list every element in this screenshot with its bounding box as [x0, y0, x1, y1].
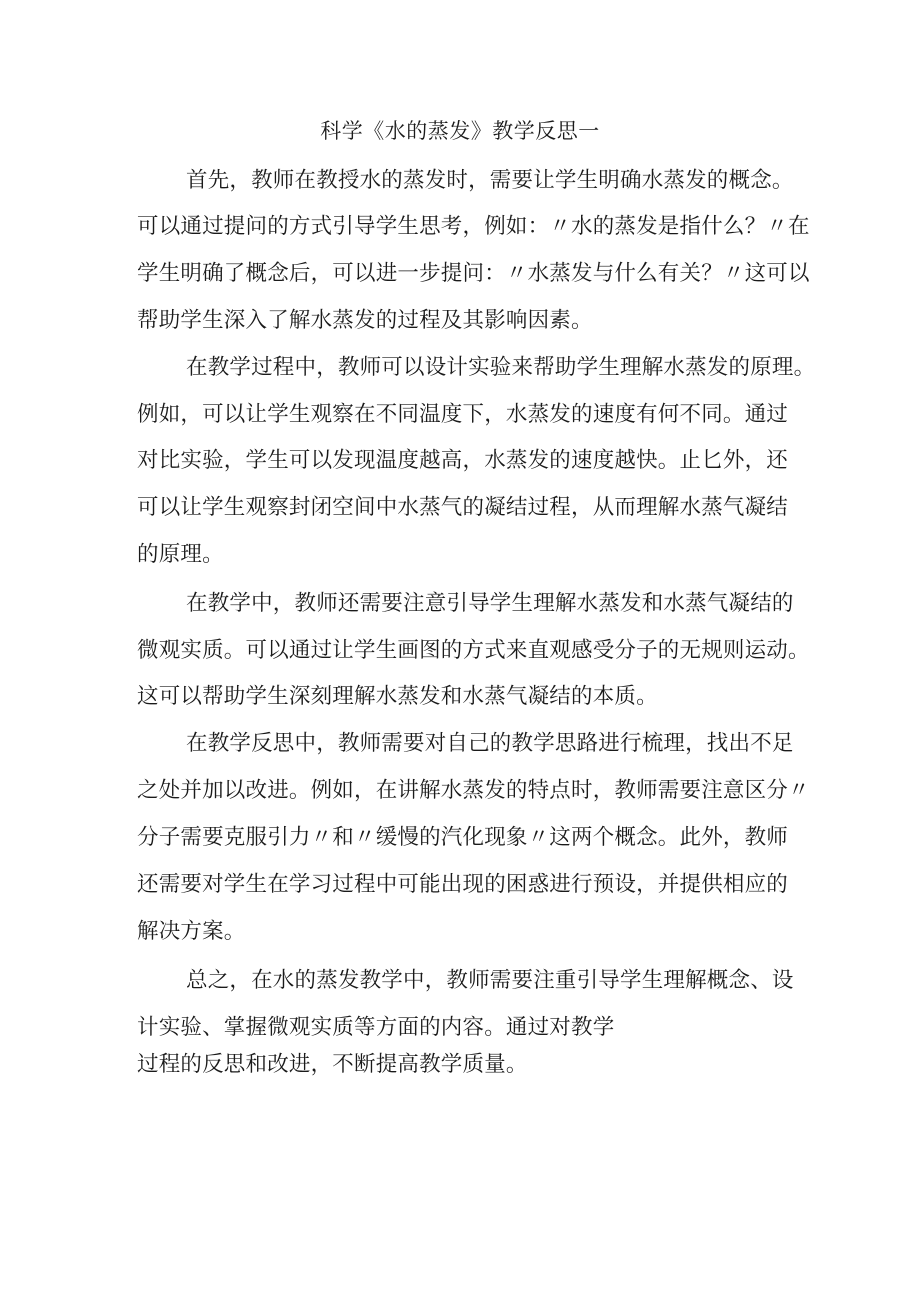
paragraph-4-line-5: 解决方案。 — [137, 919, 246, 944]
paragraph-2-line-3: 对比实验，学生可以发现温度越高，水蒸发的速度越快。止匕外，还 — [137, 448, 789, 473]
paragraph-4-line-1: 在教学反思中，教师需要对自己的教学思路进行梳理，找出不足 — [186, 731, 794, 756]
page-title: 科学《水的蒸发》教学反思一 — [320, 119, 600, 143]
paragraph-4-line-4: 还需要对学生在学习过程中可能出现的困惑进行预设，并提供相应的 — [137, 872, 789, 897]
paragraph-1-line-2: 可以通过提问的方式引导学生思考，例如：〃水的蒸发是指什么？〃在 — [137, 214, 810, 239]
paragraph-5-line-2: 计实验、掌握微观实质等方面的内容。通过对教学 — [137, 1015, 615, 1040]
paragraph-4-line-2: 之处并加以改进。例如，在讲解水蒸发的特点时，教师需要注意区分〃 — [137, 778, 810, 803]
paragraph-4-line-3: 分子需要克服引力〃和〃缓慢的汽化现象〃这两个概念。此外，教师 — [137, 825, 789, 850]
paragraph-1-line-4: 帮助学生深入了解水蒸发的过程及其影响因素。 — [137, 308, 593, 333]
paragraph-5-line-1: 总之，在水的蒸发教学中，教师需要注重引导学生理解概念、设 — [186, 968, 794, 993]
paragraph-3-line-2: 微观实质。可以通过让学生画图的方式来直观感受分子的无规则运动。 — [137, 638, 810, 663]
paragraph-2-line-2: 例如，可以让学生观察在不同温度下，水蒸发的速度有何不同。通过 — [137, 402, 789, 427]
paragraph-3-line-3: 这可以帮助学生深刻理解水蒸发和水蒸气凝结的本质。 — [137, 684, 658, 709]
paragraph-3-line-1: 在教学中，教师还需要注意引导学生理解水蒸发和水蒸气凝结的 — [186, 591, 794, 616]
paragraph-2-line-5: 的原理。 — [137, 542, 224, 567]
paragraph-1-line-3: 学生明确了概念后，可以进一步提问：〃水蒸发与什么有关？〃这可以 — [137, 261, 810, 286]
paragraph-2-line-1: 在教学过程中，教师可以设计实验来帮助学生理解水蒸发的原理。 — [186, 355, 816, 380]
paragraph-5-line-3: 过程的反思和改进，不断提高教学质量。 — [137, 1052, 528, 1077]
paragraph-2-line-4: 可以让学生观察封闭空间中水蒸气的凝结过程，从而理解水蒸气凝结 — [137, 495, 789, 520]
paragraph-1-line-1: 首先，教师在教授水的蒸发时，需要让学生明确水蒸发的概念。 — [186, 168, 794, 193]
